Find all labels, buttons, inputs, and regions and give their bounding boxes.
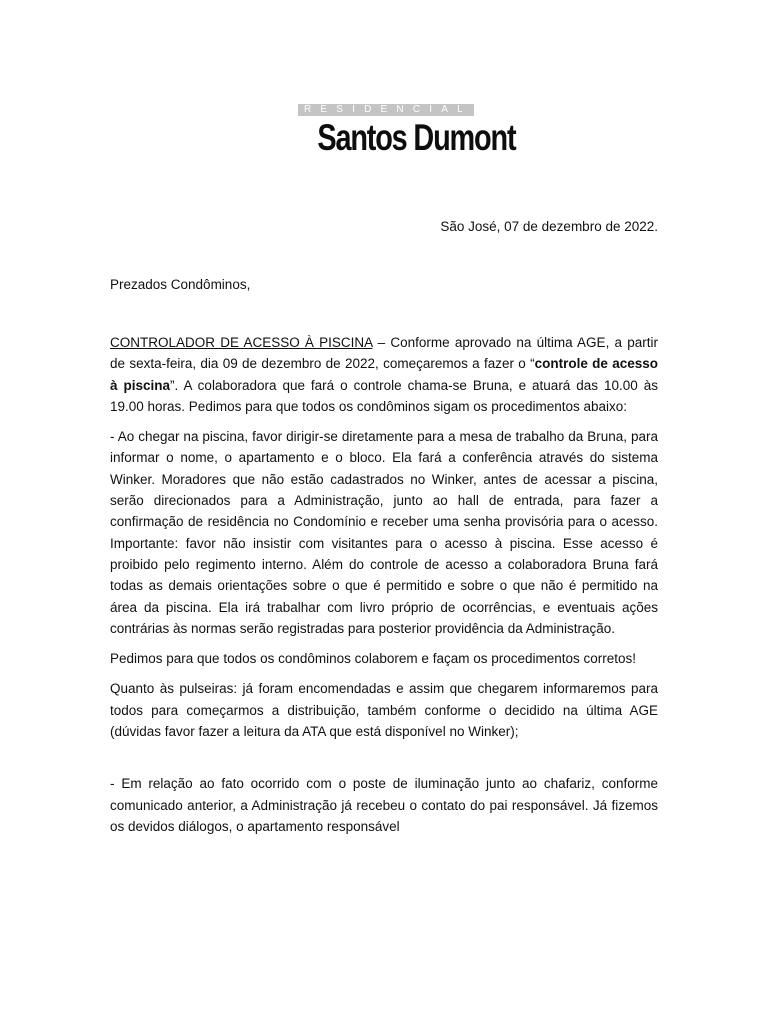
paragraph-procedures: - Ao chegar na piscina, favor dirigir-se diretamente para a mesa de trabalho da Bruna, para informar o nome, o apartamento e o bloco. Ela fará a conferência através do sistema Winker. Moradores que não estão cadastrados no Winker, antes de acessar a piscina, serão direcionados para a Administração, junto ao hall de entrada, para fazer a confirmação de residência no Condomínio e receber uma senha provisória para o acesso. Importante: favor não insistir com visitantes para o acesso à piscina. Esse acesso é proibido pelo regimento interno. Além do controle de acesso a colaboradora Bruna fará todas as demais orientações sobre o que é permitido e sobre o que não é permitido na área da piscina. Ela irá trabalhar com livro próprio de ocorrências, e eventuais ações contrárias às normas serão registradas para posterior providência da Administração. xyxy=(110,429,658,636)
paragraph-wristbands: Quanto às pulseiras: já foram encomendadas e assim que chegarem informaremos para todos para começarmos a distribuição, também conforme o decidido na última AGE (dúvidas favor fazer a leitura da ATA que está disponível no Winker); xyxy=(110,681,658,740)
bold-phrase: controle de acesso à piscina xyxy=(110,356,658,393)
logo-name: Santos Dumont xyxy=(317,117,516,158)
paragraph-text: ”. A colaboradora que fará o controle chama-se Bruna, e atuará das 10.00 às 19.00 horas. Pedimos para que todos os condôminos sigam os procedimentos abaixo: xyxy=(110,377,659,414)
date-line: São José, 07 de dezembro de 2022. xyxy=(440,219,658,234)
residencial-logo xyxy=(298,104,516,158)
paragraph-lamp-post: - Em relação ao fato ocorrido com o poste de iluminação junto ao chafariz, conforme comunicado anterior, a Administração já recebeu o contato do pai responsável. Já fizemos os devidos diálogos, o apartamento responsável xyxy=(110,776,658,834)
section-heading: CONTROLADOR DE ACESSO À PISCINA xyxy=(110,335,373,350)
spacer xyxy=(110,751,658,773)
greeting: Prezados Condôminos, xyxy=(110,277,251,292)
paragraph-text: – Conforme aprovado na última AGE, a partir de sexta-feira, dia 09 de dezembro de 2022, começaremos a fazer o “ xyxy=(110,335,659,372)
paragraph-pool-access xyxy=(110,332,658,417)
paragraph-request: Pedimos para que todos os condôminos colaborem e façam os procedimentos corretos! xyxy=(110,651,637,667)
logo-tagline: RESIDENCIAL xyxy=(298,104,474,116)
letter-body xyxy=(110,332,658,846)
